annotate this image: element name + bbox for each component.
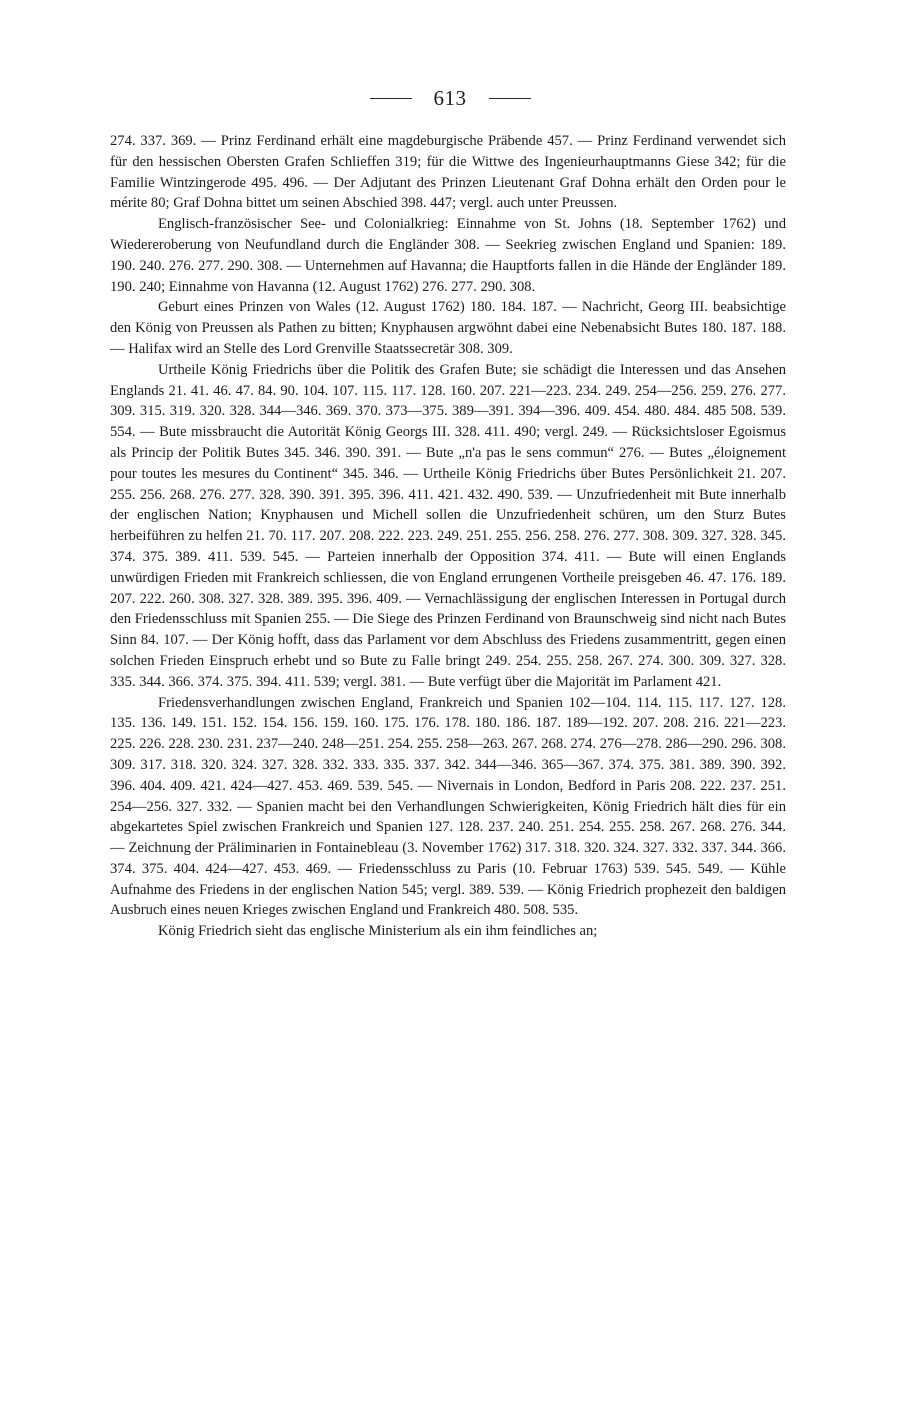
index-paragraph: Geburt eines Prinzen von Wales (12. August 1762) 180. 184. 187. — Nachricht, Georg III. beabsichtige den König von Preussen als Pathen zu bitten; Knyphausen argwöhnt dabei eine Nebenabsicht Butes 180. 187. 188. — Halifax wird an Stelle des Lord Grenville Staatssecretär 308. 309. <box>110 299 786 357</box>
index-text-body <box>110 131 786 942</box>
index-paragraph: 274. 337. 369. — Prinz Ferdinand erhält eine magdeburgische Präbende 457. — Prinz Ferdinand verwendet sich für den hessischen Obersten Grafen Schlieffen 319; für die Wittwe des Ingenieurhauptmanns Giese 342; für die Familie Wintzingerode 495. 496. — Der Adjutant des Prinzen Lieutenant Graf Dohna erhält den Orden pour le mérite 80; Graf Dohna bittet um seinen Abschied 398. 447; vergl. auch unter Preussen. <box>110 133 786 212</box>
index-paragraph: Friedensverhandlungen zwischen England, Frankreich und Spanien 102—104. 114. 115. 117. 127. 128. 135. 136. 149. 151. 152. 154. 156. 159. 160. 175. 176. 178. 180. 186. 187. 189—192. 207. 208. 216. 221—223. 225. 226. 228. 230. 231. 237—240. 248—251. 254. 255. 258—263. 267. 268. 274. 276—278. 286—290. 296. 308. 309. 317. 318. 320. 324. 327. 328. 332. 333. 335. 337. 342. 344—346. 365—367. 374. 375. 381. 389. 390. 392. 396. 404. 409. 421. 424—427. 453. 469. 539. 545. — Nivernais in London, Bedford in Paris 208. 222. 237. 251. 254—256. 327. 332. — Spanien macht bei den Verhandlungen Schwierigkeiten, König Friedrich hält dies für ein abgekartetes Spiel zwischen Frankreich und Spanien 127. 128. 237. 240. 251. 254. 255. 258. 267. 268. 276. 344. — Zeichnung der Präliminarien in Fontainebleau (3. November 1762) 317. 318. 320. 324. 327. 332. 337. 344. 366. 374. 375. 404. 424—427. 453. 469. — Friedensschluss zu Paris (10. Februar 1763) 539. 545. 549. — Kühle Aufnahme des Friedens in der englischen Nation 545; vergl. 389. 539. — König Friedrich prophezeit den baldigen Ausbruch eines neuen Krieges zwischen England und Frankreich 480. 508. 535. <box>110 694 786 919</box>
index-paragraph: König Friedrich sieht das englische Ministerium als ein ihm feindliches an; <box>158 923 598 940</box>
page-number: 613 <box>433 86 467 110</box>
header-rule-left <box>370 98 412 99</box>
index-paragraph: Englisch-französischer See- und Colonialkrieg: Einnahme von St. Johns (18. September 1762) und Wiedereroberung von Neufundland durch die Engländer 308. — Seekrieg zwischen England und Spanien: 189. 190. 240. 276. 277. 290. 308. — Unternehmen auf Havanna; die Hauptforts fallen in die Hände der Engländer 189. 190. 240; Einnahme von Havanna (12. August 1762) 276. 277. 290. 308. <box>110 216 786 295</box>
header-rule-right <box>489 98 531 99</box>
index-paragraph: Urtheile König Friedrichs über die Politik des Grafen Bute; sie schädigt die Interessen und das Ansehen Englands 21. 41. 46. 47. 84. 90. 104. 107. 115. 117. 128. 160. 207. 221—223. 234. 249. 254—256. 259. 276. 277. 309. 315. 319. 320. 328. 344—346. 369. 370. 373—375. 389—391. 394—396. 409. 454. 480. 484. 485 508. 539. 554. — Bute missbraucht die Autorität König Georgs III. 328. 411. 490; vergl. 249. — Rücksichtsloser Egoismus als Princip der Politik Butes 345. 346. 390. 391. — Bute „n'a pas le sens commun“ 276. — Butes „éloignement pour toutes les mesures du Continent“ 345. 346. — Urtheile König Friedrichs über Butes Persönlichkeit 21. 207. 255. 256. 268. 276. 277. 328. 390. 391. 395. 396. 411. 421. 432. 490. 539. — Unzufriedenheit mit Bute innerhalb der englischen Nation; Knyphausen und Michell sollen die Unzufriedenheit schüren, um den Sturz Butes herbeiführen zu helfen 21. 70. 117. 207. 208. 222. 223. 249. 251. 255. 256. 258. 276. 277. 308. 309. 327. 328. 345. 374. 375. 389. 411. 539. 545. — Parteien innerhalb der Opposition 374. 411. — Bute will einen Englands unwürdigen Frieden mit Frankreich schliessen, die von England errungenen Vortheile preisgeben 46. 47. 176. 189. 207. 222. 260. 308. 327. 328. 389. 395. 396. 409. — Vernachlässigung der englischen Interessen in Portugal durch den Friedensschluss mit Spanien 255. — Die Siege des Prinzen Ferdinand von Braunschweig sind nicht nach Butes Sinn 84. 107. — Der König hofft, dass das Parlament vor dem Abschluss des Friedens zusammentritt, gegen einen solchen Frieden Einspruch erhebt und so Bute zu Falle bringt 249. 254. 255. 258. 267. 274. 300. 309. 327. 328. 335. 344. 366. 374. 375. 394. 411. 539; vergl. 381. — Bute verfügt über die Majorität im Parlament 421. <box>110 361 786 690</box>
page-header <box>0 86 900 111</box>
